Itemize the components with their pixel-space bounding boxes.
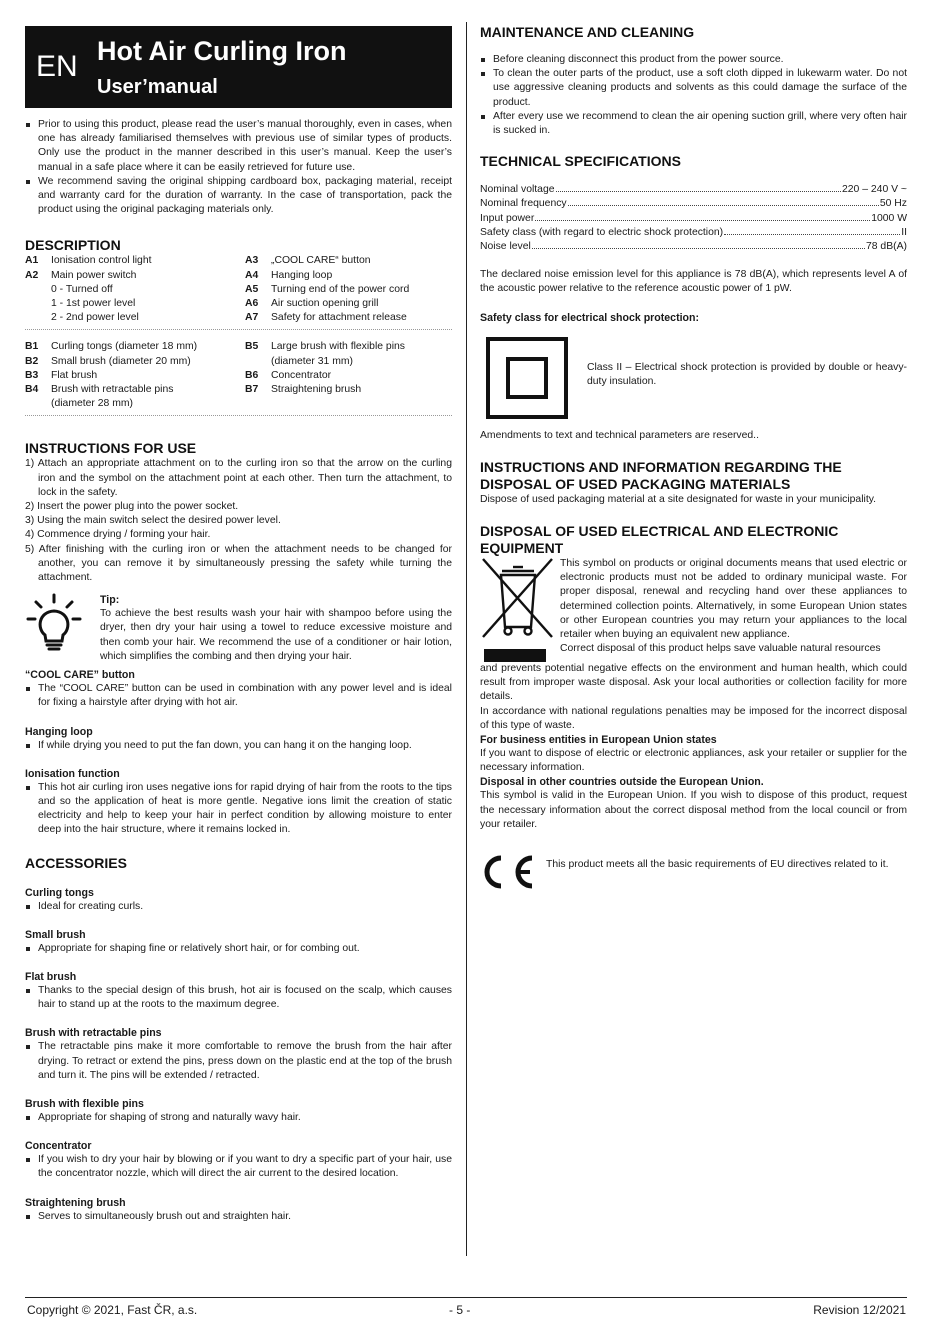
list-item: A3 „COOL CARE“ button	[245, 255, 371, 267]
language-code: EN	[36, 50, 78, 83]
ce-text: This product meets all the basic requirements of EU directives related to it.	[546, 859, 889, 871]
list-item: Thanks to the special design of this brush, hot air is focused on the scalp, which causes hair to stand up at the roots to the maximum degree.	[25, 984, 452, 1012]
tip-text: To achieve the best results wash your hair with shampoo before using the dryer, then dry your hair using a towel to reduce excessive moisture and then comb your hair. We recommend the use of a conditioner or hair lotion, which simplifies the combing and then drying your hair.	[100, 608, 452, 662]
list-item: A4 Hanging loop	[245, 269, 333, 281]
list-item: B5 Large brush with flexible pins	[245, 341, 405, 353]
page-subtitle: User’manual	[97, 76, 218, 98]
specs-table	[480, 183, 907, 254]
parts-b-left	[25, 340, 245, 411]
list-item: We recommend saving the original shipping cardboard box, packaging material, receipt and warranty card for the duration of warranty. In the case of transportation, pack the product using the original packaging materials only.	[25, 175, 452, 218]
list-item: If you wish to dry your hair by blowing or if you want to dry a specific part of your hair, use the concentrator nozzle, which will direct the air current to the desired location.	[25, 1153, 452, 1181]
table-row: Input power 1000 W	[480, 212, 907, 224]
intro-list	[25, 118, 452, 217]
list-item: A7 Safety for attachment release	[245, 312, 407, 324]
instructions-heading: INSTRUCTIONS FOR USE	[25, 440, 197, 457]
maintenance-heading: MAINTENANCE AND CLEANING	[480, 24, 695, 40]
separator	[25, 415, 452, 416]
outside-eu-title: Disposal in other countries outside the European Union.	[480, 776, 764, 789]
list-item: A5 Turning end of the power cord	[245, 283, 410, 295]
footer-rule	[25, 1297, 907, 1298]
table-row: Safety class (with regard to electric shock protection) II	[480, 226, 907, 238]
safety-class-heading: Safety class for electrical shock protection:	[480, 311, 700, 324]
class-ii-double-square-icon	[486, 337, 568, 419]
accessory-title: Curling tongs	[25, 886, 94, 899]
weee-heading: DISPOSAL OF USED ELECTRICAL AND ELECTRONIC EQUIPMENT	[480, 523, 839, 557]
list-item: Before cleaning disconnect this product from the power source.	[480, 53, 907, 67]
list-item: 5) After finishing with the curling iron or when the attachment needs to be changed for another, you can remove it by simultaneously pressing the safety while turning the attachment.	[25, 543, 452, 584]
tip-title: Tip:	[100, 594, 120, 607]
parts-b-right	[245, 340, 452, 411]
weee-text-continued: and prevents potential negative effects on the environment and human health, which could result from improper waste disposal. Ask your local authorities or collection facility for more details.	[480, 663, 907, 703]
specs-heading: TECHNICAL SPECIFICATIONS	[480, 153, 681, 170]
accessories-heading: ACCESSORIES	[25, 854, 127, 871]
class-ii-block	[480, 335, 907, 421]
class-ii-text: Class II – Electrical shock protection is provided by double or heavy-duty insulation.	[587, 361, 907, 387]
accessory-title: Flat brush	[25, 970, 77, 983]
list-item: 0 - Turned off	[51, 283, 113, 295]
maintenance-list	[480, 53, 907, 138]
cool-care-title: “COOL CARE” button	[25, 669, 135, 682]
title-banner	[25, 26, 452, 108]
list-item: The “COOL CARE” button can be used in combination with any power level and is ideal for fixing a hairstyle after drying with hot air.	[25, 682, 452, 710]
list-item: To clean the outer parts of the product, use a soft cloth dipped in lukewarm water. Do not use aggressive cleaning products and solvents as this could damage the surface of the product.	[480, 67, 907, 110]
list-item: 2 - 2nd power level	[51, 312, 139, 324]
weee-penalty-text: In accordance with national regulations penalties may be imposed for the incorrect disposal of this type of waste.	[480, 705, 907, 731]
ce-mark-icon	[480, 852, 536, 892]
right-column	[480, 24, 907, 896]
list-item: B3 Flat brush	[25, 369, 98, 381]
parts-b-grid	[25, 340, 452, 411]
list-item: Appropriate for shaping of strong and naturally wavy hair.	[25, 1111, 452, 1125]
column-divider	[466, 22, 467, 1256]
eu-business-text: If you want to dispose of electric or electronic appliances, ask your retailer or supplier for the necessary information.	[480, 748, 907, 774]
list-item: The retractable pins make it more comfortable to remove the brush from the hair after drying. To retract or extend the pins, press down on the plastic end at the top of the brush and turn it. The pins will be extended / retracted.	[25, 1040, 452, 1083]
list-item: 4) Commence drying / forming your hair.	[25, 529, 211, 541]
accessory-title: Concentrator	[25, 1140, 92, 1153]
separator	[25, 329, 452, 330]
list-item: 2) Insert the power plug into the power socket.	[25, 501, 239, 513]
footer-copyright: Copyright © 2021, Fast ČR, a.s.	[27, 1303, 198, 1317]
list-item: 1 - 1st power level	[51, 298, 136, 310]
parts-a-grid	[25, 254, 452, 325]
list-item: This hot air curling iron uses negative ions for rapid drying of hair from the roots to the tips and so the application of heat is more gentle. Negative ions limit the creation of static electricity and help to keep your hair in perfect condition by allowing moisture to enter deep into the hair structure, where it remains locked in.	[25, 781, 452, 838]
outside-eu-text: This symbol is valid in the European Union. If you wish to dispose of this product, request the necessary information about the correct disposal method from the local council or from your retailer.	[480, 790, 907, 830]
list-item: 1) Attach an appropriate attachment on to the curling iron so that the arrow on the curling iron and the symbol on the attachment point at each other. Then turn the attachment, to lock in the safety.	[25, 458, 452, 498]
list-item: After every use we recommend to clean the air opening suction grill, where very often hair is sucked in.	[480, 110, 907, 138]
hanging-loop-title: Hanging loop	[25, 725, 93, 738]
lightbulb-icon	[25, 593, 83, 651]
list-item: B2 Small brush (diameter 20 mm)	[25, 355, 191, 367]
accessory-title: Brush with retractable pins	[25, 1027, 162, 1040]
parts-a-left	[25, 254, 245, 325]
weee-text-2: Correct disposal of this product helps save valuable natural resources	[560, 643, 881, 655]
left-column	[25, 118, 452, 1224]
amendments-text: Amendments to text and technical parameters are reserved..	[480, 429, 759, 441]
tip-box	[25, 593, 452, 664]
eu-business-title: For business entities in European Union states	[480, 734, 717, 747]
accessory-title: Brush with flexible pins	[25, 1097, 144, 1110]
list-item: A2 Main power switch	[25, 269, 137, 281]
table-row: Noise level 78 dB(A)	[480, 241, 907, 253]
weee-text: This symbol on products or original documents means that used electric or electronic products must not be added to ordinary municipal waste. For proper disposal, renewal and recycling hand over these appliances to determined collection points. Alternatively, in some European Union states or other European countries you may return your appliances to the local retailer when buying an equivalent new appliance.	[560, 558, 907, 641]
page-title: Hot Air Curling Iron	[97, 36, 347, 66]
table-row: Nominal frequency 50 Hz	[480, 198, 907, 210]
description-heading: DESCRIPTION	[25, 237, 121, 254]
list-item: A6 Air suction opening grill	[245, 298, 379, 310]
weee-block	[480, 557, 907, 662]
list-item: B6 Concentrator	[245, 369, 332, 381]
list-item: B7 Straightening brush	[245, 384, 362, 396]
list-item: Prior to using this product, please read the user’s manual thoroughly, even in cases, when one has already familiarised themselves with previous use of similar types of products. Only use the product in the manner described in this user’s manual. Keep the user’s manual in a safe place where it can be easily retrieved for future use.	[25, 118, 452, 175]
crossed-bin-icon	[480, 557, 556, 665]
list-item: A1 Ionisation control light	[25, 255, 152, 267]
list-item: Ideal for creating curls.	[25, 900, 452, 914]
accessory-title: Small brush	[25, 928, 86, 941]
ionisation-title: Ionisation function	[25, 767, 120, 780]
table-row: Nominal voltage 220 – 240 V ~	[480, 184, 907, 196]
packaging-disposal-text: Dispose of used packaging material at a site designated for waste in your municipality.	[480, 493, 877, 505]
list-item: (diameter 31 mm)	[271, 355, 353, 367]
list-item: 3) Using the main switch select the desired power level.	[25, 515, 281, 527]
list-item: Appropriate for shaping fine or relatively short hair, or for combing out.	[25, 942, 452, 956]
parts-a-right	[245, 254, 452, 325]
footer-revision: Revision 12/2021	[813, 1303, 906, 1317]
list-item: (diameter 28 mm)	[51, 398, 133, 410]
ce-block	[480, 852, 907, 896]
list-item: Serves to simultaneously brush out and straighten hair.	[25, 1210, 452, 1224]
list-item: B1 Curling tongs (diameter 18 mm)	[25, 341, 198, 353]
list-item: If while drying you need to put the fan down, you can hang it on the hanging loop.	[25, 739, 452, 753]
noise-text: The declared noise emission level for this appliance is 78 dB(A), which represents level A of the acoustic power relative to the reference acoustic power of 1 pW.	[480, 269, 907, 295]
instructions-list	[25, 457, 452, 585]
accessory-title: Straightening brush	[25, 1196, 126, 1209]
packaging-disposal-heading: INSTRUCTIONS AND INFORMATION REGARDING THE DISPOSAL OF USED PACKAGING MATERIALS	[480, 458, 842, 492]
list-item: B4 Brush with retractable pins	[25, 384, 174, 396]
footer-page-number: - 5 -	[449, 1303, 471, 1317]
